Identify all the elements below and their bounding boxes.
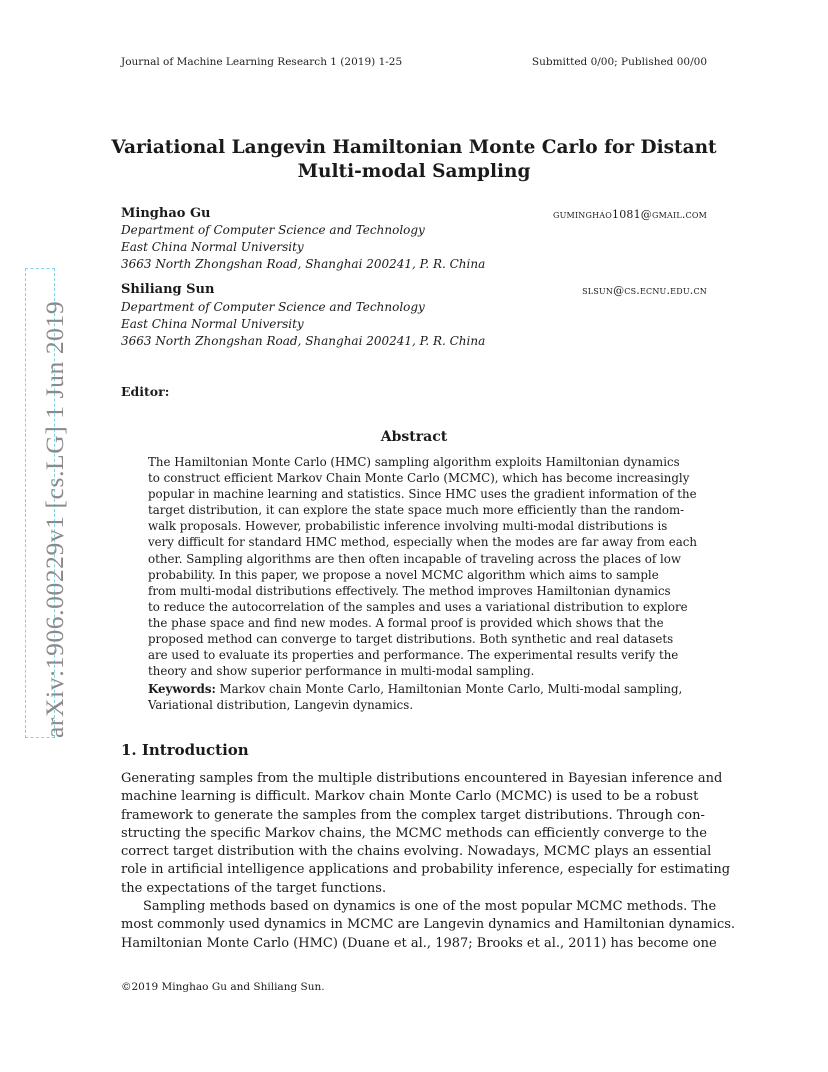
abstract-line: The Hamiltonian Monte Carlo (HMC) sampling algorithm exploits Hamiltonian dynamics	[148, 455, 680, 469]
author-name: Minghao Gu	[121, 206, 211, 221]
body-line: Generating samples from the multiple distributions encountered in Bayesian inference and	[121, 771, 723, 786]
author-name: Shiliang Sun	[121, 282, 215, 297]
body-line: framework to generate the samples from the complex target distributions. Through con-	[121, 807, 705, 823]
affiliation-line: 3663 North Zhongshan Road, Shanghai 200241, P. R. China	[121, 334, 486, 348]
affiliation-line: Department of Computer Science and Technology	[121, 300, 425, 314]
copyright-footer: ©2019 Minghao Gu and Shiliang Sun.	[121, 981, 325, 993]
journal-header: Journal of Machine Learning Research 1 (2019) 1-25	[121, 56, 403, 68]
abstract-line: the phase space and find new modes. A formal proof is provided which shows that the	[148, 615, 664, 630]
body-line: machine learning is difficult. Markov chain Monte Carlo (MCMC) is used to be a robust	[121, 789, 699, 805]
abstract-line: other. Sampling algorithms are then often incapable of traveling across the places of low	[148, 551, 681, 566]
keywords-continued: Variational distribution, Langevin dynamics.	[148, 698, 414, 713]
body-line: correct target distribution with the chains evolving. Nowadays, MCMC plays an essential	[121, 844, 712, 860]
arxiv-identifier: arXiv:1906.00229v1 [cs.LG] 1 Jun 2019	[40, 300, 69, 738]
abstract-heading: Abstract	[380, 429, 448, 445]
abstract-line: from multi-modal distributions effectively. The method improves Hamiltonian dynamics	[148, 583, 671, 598]
section-heading: 1. Introduction	[121, 741, 249, 759]
editor-label: Editor:	[121, 384, 170, 399]
abstract-line: very difficult for standard HMC method, especially when the modes are far away from each	[148, 535, 697, 550]
abstract-body	[148, 454, 708, 714]
body-line: Sampling methods based on dynamics is one of the most popular MCMC methods. The	[143, 899, 717, 915]
abstract-line: are used to evaluate its properties and performance. The experimental results verify the	[148, 648, 679, 663]
abstract-line: target distribution, it can explore the state space much more efficiently than the random-	[148, 503, 685, 518]
affiliation-line: East China Normal University	[121, 317, 304, 331]
body-line: the expectations of the target functions.	[121, 880, 387, 896]
affiliation-line: 3663 North Zhongshan Road, Shanghai 200241, P. R. China	[121, 257, 486, 271]
author-affiliation	[121, 222, 485, 273]
body-line: Hamiltonian Monte Carlo (HMC) (Duane et al., 1987; Brooks et al., 2011) has become one	[121, 935, 717, 951]
keywords-list: Markov chain Monte Carlo, Hamiltonian Monte Carlo, Multi-modal sampling,	[219, 682, 683, 697]
body-line: role in artificial intelligence applications and probability inference, especially for estimating	[121, 862, 731, 878]
author-email: guminghao1081@gmail.com	[553, 208, 707, 221]
author-email: slsun@cs.ecnu.edu.cn	[582, 284, 707, 297]
abstract-line: theory and show superior performance in multi-modal sampling.	[148, 664, 535, 679]
section-body	[121, 770, 736, 953]
abstract-line: to reduce the autocorrelation of the samples and uses a variational distribution to explore	[148, 599, 688, 614]
submission-info: Submitted 0/00; Published 00/00	[531, 56, 707, 68]
author-affiliation	[121, 299, 485, 350]
paper-title	[90, 136, 738, 184]
abstract-line: popular in machine learning and statistics. Since HMC uses the gradient information of the	[148, 487, 697, 502]
title-line: Multi-modal Sampling	[297, 161, 531, 182]
affiliation-line: Department of Computer Science and Technology	[121, 223, 425, 237]
abstract-line: walk proposals. However, probabilistic inference involving multi-modal distributions is	[148, 519, 668, 534]
arxiv-sidebar	[20, 268, 69, 738]
keywords-label: Keywords:	[148, 682, 216, 697]
abstract-line: to construct efficient Markov Chain Monte Carlo (MCMC), which has become increasingly	[148, 471, 690, 486]
body-line: most commonly used dynamics in MCMC are Langevin dynamics and Hamiltonian dynamics.	[121, 917, 736, 933]
abstract-line: proposed method can converge to target distributions. Both synthetic and real datasets	[148, 632, 674, 647]
title-line: Variational Langevin Hamiltonian Monte Carlo for Distant	[111, 137, 717, 158]
affiliation-line: East China Normal University	[121, 240, 304, 254]
body-line: structing the specific Markov chains, the MCMC methods can efficiently converge to the	[121, 825, 707, 841]
abstract-line: probability. In this paper, we propose a novel MCMC algorithm which aims to sample	[148, 567, 659, 582]
keywords	[148, 681, 708, 697]
